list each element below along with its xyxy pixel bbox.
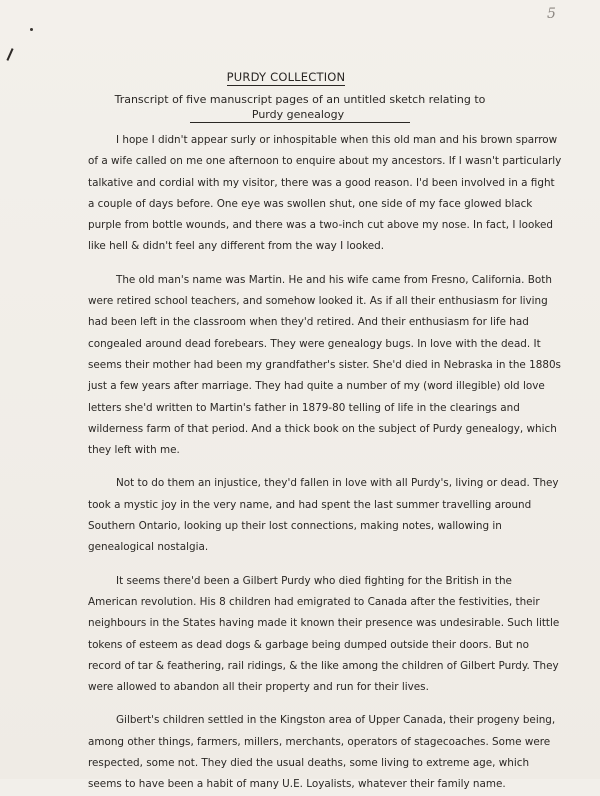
document-subtitle [0,92,600,123]
paragraph-5: Gilbert's children settled in the Kingston area of Upper Canada, their progeny being, among other things, farmers, millers, merchants, operators of stagecoaches. Some were respected, some not. They died the usual deaths, some living to extreme age, which seems to have been a habit of many U.E. Loyalists, whatever their family name. [88,714,556,791]
margin-mark-dot [30,28,33,31]
margin-mark-tick [6,48,13,61]
subtitle-line-2: Purdy genealogy [190,107,410,123]
paragraph-2: The old man's name was Martin. He and his wife came from Fresno, California. Both were retired school teachers, and somehow looked it. As if all their enthusiasm for living had been left in the classroom when they'd retired. And their enthusiasm for life had congealed around dead forebears. They were genealogy bugs. In love with the dead. It seems their mother had been my grandfather's sister. She'd died in Nebraska in the 1880s just a few years after marriage. They had quite a number of my (word illegible) old love letters she'd written to Martin's father in 1879-80 telling of life in the clearings and wilderness farm of that period. And a thick book on the subject of Purdy genealogy, which they left with me. [88,273,561,457]
document-title [0,70,572,84]
paragraph-1: I hope I didn't appear surly or inhospitable when this old man and his brown sparrow of a wife called on me one afternoon to enquire about my ancestors. If I wasn't particularly talkative and cordial with my visitor, there was a good reason. I'd been involved in a fight a couple of days before. One eye was swollen shut, one side of my face glowed black purple from bottle wounds, and there was a two-inch cut above my nose. In fact, I looked like hell & didn't feel any different from the way I looked. [88,134,562,253]
body-text [88,130,562,796]
page-number: 5 [547,6,556,22]
subtitle-line-2-wrapper [0,107,600,123]
subtitle-line-1: Transcript of five manuscript pages of an untitled sketch relating to [114,93,486,106]
paragraph-4: It seems there'd been a Gilbert Purdy who died fighting for the British in the American revolution. His 8 children had emigrated to Canada after the festivities, their neighbours in the States having made it known their presence was undesirable. Such little tokens of esteem as dead dogs & garbage being dumped outside their doors. But no record of tar & feathering, rail ridings, & the like among the children of Gilbert Purdy. They were allowed to abandon all their property and run for their lives. [88,574,560,694]
document-title-text: PURDY COLLECTION [226,70,346,84]
paragraph-3: Not to do them an injustice, they'd fallen in love with all Purdy's, living or dead. They took a mystic joy in the very name, and had spent the last summer travelling around Southern Ontario, looking up their lost connections, making notes, wallowing in genealogical nostalgia. [88,477,559,554]
